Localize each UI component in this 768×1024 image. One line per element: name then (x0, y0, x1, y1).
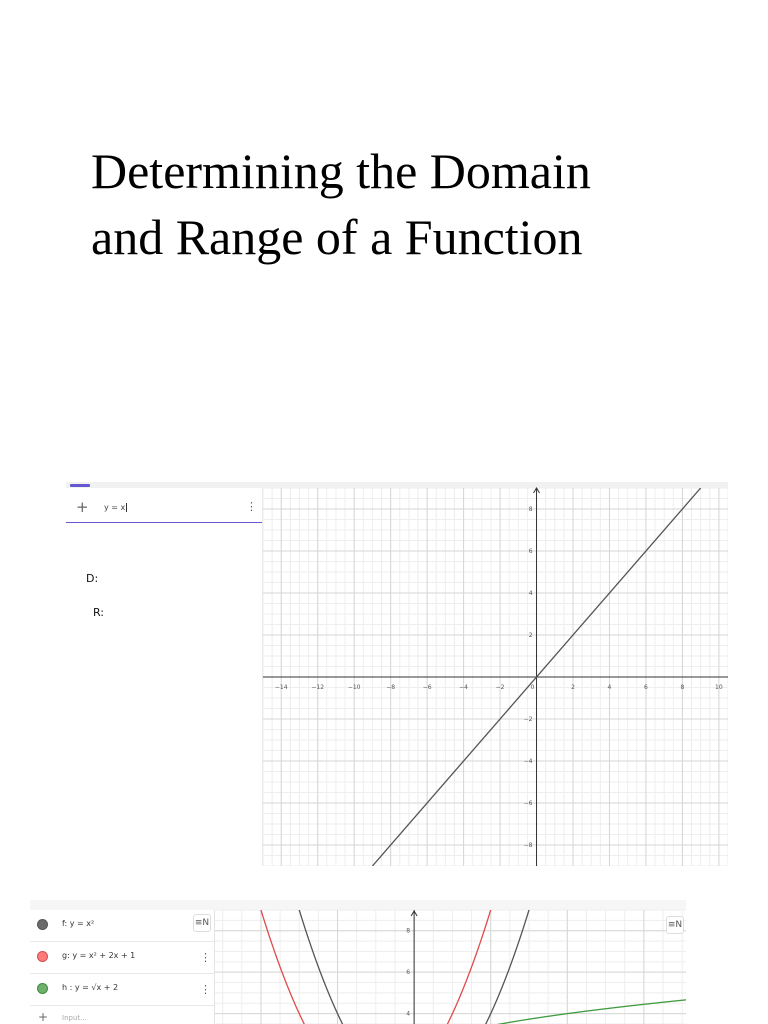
major-grid (215, 910, 686, 1024)
y-tick-label: −8 (523, 842, 533, 849)
more-options-icon[interactable]: ⋮ (246, 500, 257, 513)
panel-divider[interactable] (214, 910, 215, 1024)
function-label-h: h : y = √x + 2 (62, 983, 119, 992)
visibility-toggle-h[interactable] (37, 983, 48, 994)
x-tick-label: −2 (495, 684, 505, 691)
function-row-g[interactable] (30, 942, 214, 974)
y-tick-label: −6 (523, 800, 533, 807)
visibility-toggle-g[interactable] (37, 951, 48, 962)
function-row-h[interactable] (30, 974, 214, 1006)
algebra-input-row[interactable] (30, 1010, 214, 1024)
x-tick-label: −14 (274, 684, 288, 691)
range-label: R: (93, 606, 105, 619)
y-tick-label: −2 (523, 716, 533, 723)
x-tick-label: 6 (644, 684, 648, 691)
slide-title-line-2: and Range of a Function (91, 209, 583, 265)
y-tick-label: 4 (528, 590, 533, 597)
input-placeholder[interactable]: Input... (62, 1014, 87, 1022)
graphics-style-icon[interactable]: ≡N (666, 916, 684, 934)
geogebra-window-linear (66, 482, 728, 866)
y-tick-label: 6 (528, 548, 533, 555)
algebra-style-icon[interactable]: ≡N (193, 914, 211, 932)
algebra-view (30, 910, 214, 1024)
y-tick-label: 2 (528, 632, 533, 639)
y-tick-label: 4 (406, 1010, 411, 1018)
x-tick-label: −12 (311, 684, 325, 691)
x-tick-label: 4 (607, 684, 612, 691)
geogebra-window-quadratics (30, 900, 686, 1024)
add-item-button[interactable]: + (38, 1010, 49, 1024)
x-tick-label: 0 (530, 684, 535, 691)
x-tick-label: −10 (347, 684, 361, 691)
x-tick-label: −4 (459, 684, 469, 691)
x-tick-label: −8 (386, 684, 396, 691)
function-label-g: g: y = x² + 2x + 1 (62, 951, 136, 960)
add-item-button[interactable]: + (76, 498, 89, 516)
more-options-icon[interactable]: ⋮ (200, 951, 211, 964)
more-options-icon[interactable]: ⋮ (200, 983, 211, 996)
function-label-f: f: y = x² (62, 919, 95, 928)
x-tick-label: 10 (715, 684, 723, 691)
function-row-f[interactable] (30, 910, 214, 942)
x-tick-label: −6 (422, 684, 432, 691)
slide-title-line-1: Determining the Domain (91, 143, 591, 199)
y-tick-label: 8 (406, 927, 411, 935)
y-tick-label: −4 (523, 758, 533, 765)
y-tick-label: 8 (528, 506, 533, 513)
x-tick-label: 8 (680, 684, 685, 691)
minor-grid (215, 910, 686, 1024)
domain-label: D: (86, 572, 99, 585)
slide-title (91, 138, 711, 270)
graphics-view[interactable] (66, 482, 728, 866)
visibility-toggle-f[interactable] (37, 919, 48, 930)
y-tick-label: 6 (406, 969, 411, 977)
x-tick-label: 2 (571, 684, 575, 691)
expression-text: y = x (104, 503, 126, 512)
